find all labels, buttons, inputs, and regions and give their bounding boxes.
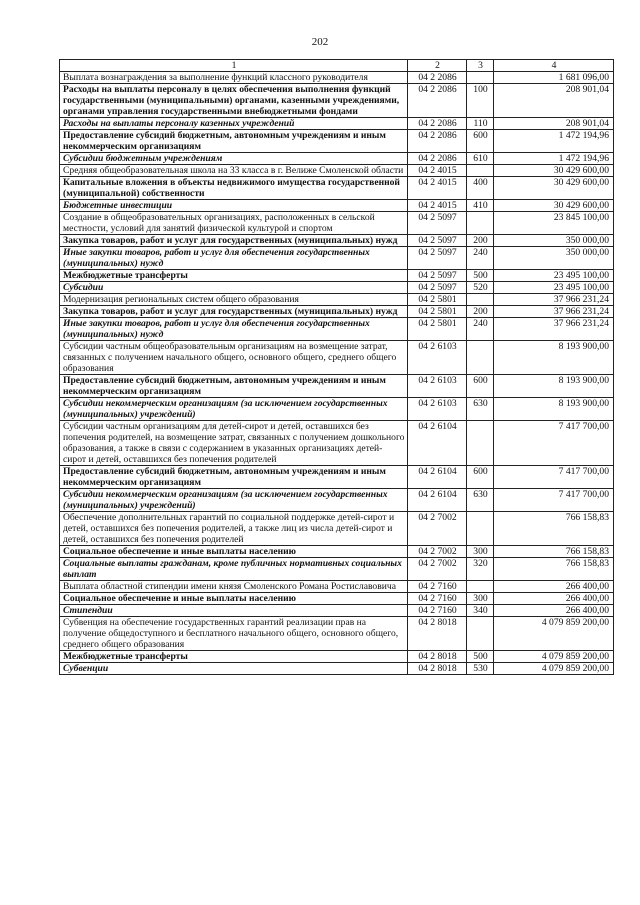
table-header-row — [60, 60, 614, 72]
row-name-cell: Субсидии — [60, 282, 408, 294]
row-code-cell: 04 2 7002 — [408, 546, 467, 558]
row-type-cell: 400 — [467, 177, 494, 200]
row-code-cell: 04 2 8018 — [408, 617, 467, 651]
row-name-cell: Субвенция на обеспечение государственных гарантий реализации прав на получение общедоступного и бесплатного начального общего, основного общего, среднего общего образования — [60, 617, 408, 651]
table-row — [60, 118, 614, 130]
table-row — [60, 306, 614, 318]
row-amount-cell: 1 472 194,96 — [494, 130, 614, 153]
row-code-cell: 04 2 6103 — [408, 341, 467, 375]
row-amount-cell: 350 000,00 — [494, 235, 614, 247]
row-type-cell: 630 — [467, 398, 494, 421]
row-name-cell: Предоставление субсидий бюджетным, автономным учреждениям и иным некоммерческим организациям — [60, 375, 408, 398]
row-amount-cell: 4 079 859 200,00 — [494, 663, 614, 675]
row-name-cell: Модернизация региональных систем общего образования — [60, 294, 408, 306]
row-name-cell: Выплата вознаграждения за выполнение функций классного руководителя — [60, 72, 408, 84]
row-amount-cell: 23 495 100,00 — [494, 282, 614, 294]
row-type-cell: 520 — [467, 282, 494, 294]
table-row — [60, 375, 614, 398]
row-code-cell: 04 2 2086 — [408, 84, 467, 118]
row-amount-cell: 266 400,00 — [494, 581, 614, 593]
table-row — [60, 270, 614, 282]
table-row — [60, 341, 614, 375]
row-name-cell: Субсидии некоммерческим организациям (за исключением государственных (муниципальных) учреждений) — [60, 398, 408, 421]
table-row — [60, 282, 614, 294]
row-code-cell: 04 2 5097 — [408, 235, 467, 247]
table-row — [60, 177, 614, 200]
row-name-cell: Субсидии частным общеобразовательным организациям на возмещение затрат, связанных с получением начального общего, основного общего, среднего общего образования — [60, 341, 408, 375]
table-row — [60, 421, 614, 466]
row-amount-cell: 4 079 859 200,00 — [494, 651, 614, 663]
row-name-cell: Субсидии некоммерческим организациям (за исключением государственных (муниципальных) учреждений) — [60, 489, 408, 512]
row-name-cell: Субсидии бюджетным учреждениям — [60, 153, 408, 165]
row-name-cell: Расходы на выплаты персоналу казенных учреждений — [60, 118, 408, 130]
row-code-cell: 04 2 6103 — [408, 375, 467, 398]
row-code-cell: 04 2 5097 — [408, 270, 467, 282]
row-amount-cell: 266 400,00 — [494, 593, 614, 605]
row-code-cell: 04 2 6104 — [408, 421, 467, 466]
table-row — [60, 605, 614, 617]
row-type-cell: 300 — [467, 546, 494, 558]
header-col-2: 2 — [408, 60, 467, 72]
row-name-cell: Выплата областной стипендии имени князя Смоленского Романа Ростиславовича — [60, 581, 408, 593]
row-code-cell: 04 2 6103 — [408, 398, 467, 421]
row-name-cell: Предоставление субсидий бюджетным, автономным учреждениям и иным некоммерческим организациям — [60, 130, 408, 153]
table-row — [60, 466, 614, 489]
row-amount-cell: 7 417 700,00 — [494, 489, 614, 512]
row-code-cell: 04 2 5801 — [408, 294, 467, 306]
row-code-cell: 04 2 5801 — [408, 306, 467, 318]
row-code-cell: 04 2 5097 — [408, 247, 467, 270]
row-type-cell: 340 — [467, 605, 494, 617]
row-amount-cell: 208 901,04 — [494, 84, 614, 118]
row-code-cell: 04 2 6104 — [408, 489, 467, 512]
row-name-cell: Социальные выплаты гражданам, кроме публичных нормативных социальных выплат — [60, 558, 408, 581]
row-name-cell: Межбюджетные трансферты — [60, 270, 408, 282]
row-amount-cell: 30 429 600,00 — [494, 165, 614, 177]
row-name-cell: Обеспечение дополнительных гарантий по социальной поддержке детей-сирот и детей, оставшихся без попечения родителей, а также лиц из числа детей-сирот и детей, оставшихся без попечения родителей — [60, 512, 408, 546]
row-amount-cell: 766 158,83 — [494, 546, 614, 558]
row-type-cell — [467, 421, 494, 466]
table-row — [60, 84, 614, 118]
row-type-cell — [467, 341, 494, 375]
row-name-cell: Предоставление субсидий бюджетным, автономным учреждениям и иным некоммерческим организациям — [60, 466, 408, 489]
row-type-cell: 300 — [467, 593, 494, 605]
row-type-cell — [467, 617, 494, 651]
row-amount-cell: 8 193 900,00 — [494, 375, 614, 398]
table-row — [60, 212, 614, 235]
row-amount-cell: 8 193 900,00 — [494, 398, 614, 421]
row-amount-cell: 30 429 600,00 — [494, 177, 614, 200]
row-code-cell: 04 2 2086 — [408, 153, 467, 165]
table-row — [60, 593, 614, 605]
row-code-cell: 04 2 5801 — [408, 318, 467, 341]
table-row — [60, 165, 614, 177]
row-type-cell — [467, 512, 494, 546]
row-code-cell: 04 2 7160 — [408, 593, 467, 605]
table-row — [60, 512, 614, 546]
table-row — [60, 398, 614, 421]
row-type-cell: 200 — [467, 235, 494, 247]
table-row — [60, 651, 614, 663]
row-type-cell — [467, 72, 494, 84]
row-code-cell: 04 2 2086 — [408, 118, 467, 130]
row-type-cell: 600 — [467, 375, 494, 398]
row-type-cell: 500 — [467, 270, 494, 282]
table-row — [60, 130, 614, 153]
row-type-cell: 110 — [467, 118, 494, 130]
table-row — [60, 617, 614, 651]
row-amount-cell: 350 000,00 — [494, 247, 614, 270]
row-type-cell: 530 — [467, 663, 494, 675]
row-code-cell: 04 2 8018 — [408, 651, 467, 663]
row-amount-cell: 7 417 700,00 — [494, 466, 614, 489]
row-code-cell: 04 2 6104 — [408, 466, 467, 489]
row-amount-cell: 7 417 700,00 — [494, 421, 614, 466]
row-code-cell: 04 2 5097 — [408, 212, 467, 235]
row-name-cell: Иные закупки товаров, работ и услуг для обеспечения государственных (муниципальных) нужд — [60, 247, 408, 270]
row-code-cell: 04 2 2086 — [408, 72, 467, 84]
row-name-cell: Капитальные вложения в объекты недвижимого имущества государственной (муниципальной) собственности — [60, 177, 408, 200]
row-type-cell: 600 — [467, 466, 494, 489]
row-name-cell: Субвенции — [60, 663, 408, 675]
row-amount-cell: 208 901,04 — [494, 118, 614, 130]
table-row — [60, 546, 614, 558]
row-amount-cell: 4 079 859 200,00 — [494, 617, 614, 651]
row-type-cell: 600 — [467, 130, 494, 153]
row-amount-cell: 1 681 096,00 — [494, 72, 614, 84]
row-type-cell: 410 — [467, 200, 494, 212]
row-name-cell: Социальное обеспечение и иные выплаты населению — [60, 546, 408, 558]
row-name-cell: Бюджетные инвестиции — [60, 200, 408, 212]
row-name-cell: Стипендии — [60, 605, 408, 617]
row-amount-cell: 8 193 900,00 — [494, 341, 614, 375]
row-name-cell: Субсидии частным организациям для детей-сирот и детей, оставшихся без попечения родителей, на возмещение затрат, связанных с получением дошкольного образования, а также в связи с содержанием в указанных организациях детей-сирот и детей, оставшихся без попечения родителей — [60, 421, 408, 466]
row-type-cell — [467, 294, 494, 306]
header-col-1: 1 — [60, 60, 408, 72]
table-row — [60, 558, 614, 581]
table-row — [60, 235, 614, 247]
row-code-cell: 04 2 7002 — [408, 558, 467, 581]
page-number: 202 — [311, 36, 329, 48]
row-amount-cell: 23 495 100,00 — [494, 270, 614, 282]
table-row — [60, 247, 614, 270]
row-amount-cell: 266 400,00 — [494, 605, 614, 617]
row-type-cell: 100 — [467, 84, 494, 118]
table-row — [60, 153, 614, 165]
row-type-cell: 320 — [467, 558, 494, 581]
table-row — [60, 72, 614, 84]
row-type-cell: 240 — [467, 318, 494, 341]
table-row — [60, 663, 614, 675]
row-amount-cell: 1 472 194,96 — [494, 153, 614, 165]
budget-table-body — [60, 60, 614, 675]
row-type-cell: 630 — [467, 489, 494, 512]
row-code-cell: 04 2 7002 — [408, 512, 467, 546]
table-row — [60, 318, 614, 341]
row-name-cell: Расходы на выплаты персоналу в целях обеспечения выполнения функций государственными (муниципальными) органами, казенными учреждениями, органами управления государственными внебюджетными фондами — [60, 84, 408, 118]
row-code-cell: 04 2 7160 — [408, 605, 467, 617]
table-row — [60, 200, 614, 212]
table-row — [60, 294, 614, 306]
row-amount-cell: 766 158,83 — [494, 558, 614, 581]
row-type-cell — [467, 212, 494, 235]
row-name-cell: Иные закупки товаров, работ и услуг для обеспечения государственных (муниципальных) нужд — [60, 318, 408, 341]
row-code-cell: 04 2 4015 — [408, 165, 467, 177]
row-code-cell: 04 2 8018 — [408, 663, 467, 675]
table-row — [60, 489, 614, 512]
row-amount-cell: 37 966 231,24 — [494, 306, 614, 318]
row-amount-cell: 766 158,83 — [494, 512, 614, 546]
row-code-cell: 04 2 2086 — [408, 130, 467, 153]
row-amount-cell: 37 966 231,24 — [494, 318, 614, 341]
row-name-cell: Межбюджетные трансферты — [60, 651, 408, 663]
row-type-cell — [467, 581, 494, 593]
budget-table — [59, 59, 614, 675]
header-col-4: 4 — [494, 60, 614, 72]
row-type-cell: 240 — [467, 247, 494, 270]
row-amount-cell: 37 966 231,24 — [494, 294, 614, 306]
header-col-3: 3 — [467, 60, 494, 72]
row-name-cell: Закупка товаров, работ и услуг для государственных (муниципальных) нужд — [60, 306, 408, 318]
row-type-cell — [467, 165, 494, 177]
row-type-cell: 200 — [467, 306, 494, 318]
row-amount-cell: 23 845 100,00 — [494, 212, 614, 235]
row-amount-cell: 30 429 600,00 — [494, 200, 614, 212]
row-name-cell: Социальное обеспечение и иные выплаты населению — [60, 593, 408, 605]
row-name-cell: Средняя общеобразовательная школа на 33 класса в г. Велиже Смоленской области — [60, 165, 408, 177]
row-code-cell: 04 2 5097 — [408, 282, 467, 294]
row-type-cell: 610 — [467, 153, 494, 165]
row-code-cell: 04 2 4015 — [408, 177, 467, 200]
row-code-cell: 04 2 4015 — [408, 200, 467, 212]
row-name-cell: Закупка товаров, работ и услуг для государственных (муниципальных) нужд — [60, 235, 408, 247]
table-row — [60, 581, 614, 593]
row-code-cell: 04 2 7160 — [408, 581, 467, 593]
row-type-cell: 500 — [467, 651, 494, 663]
row-name-cell: Создание в общеобразовательных организациях, расположенных в сельской местности, условий для занятий физической культурой и спортом — [60, 212, 408, 235]
